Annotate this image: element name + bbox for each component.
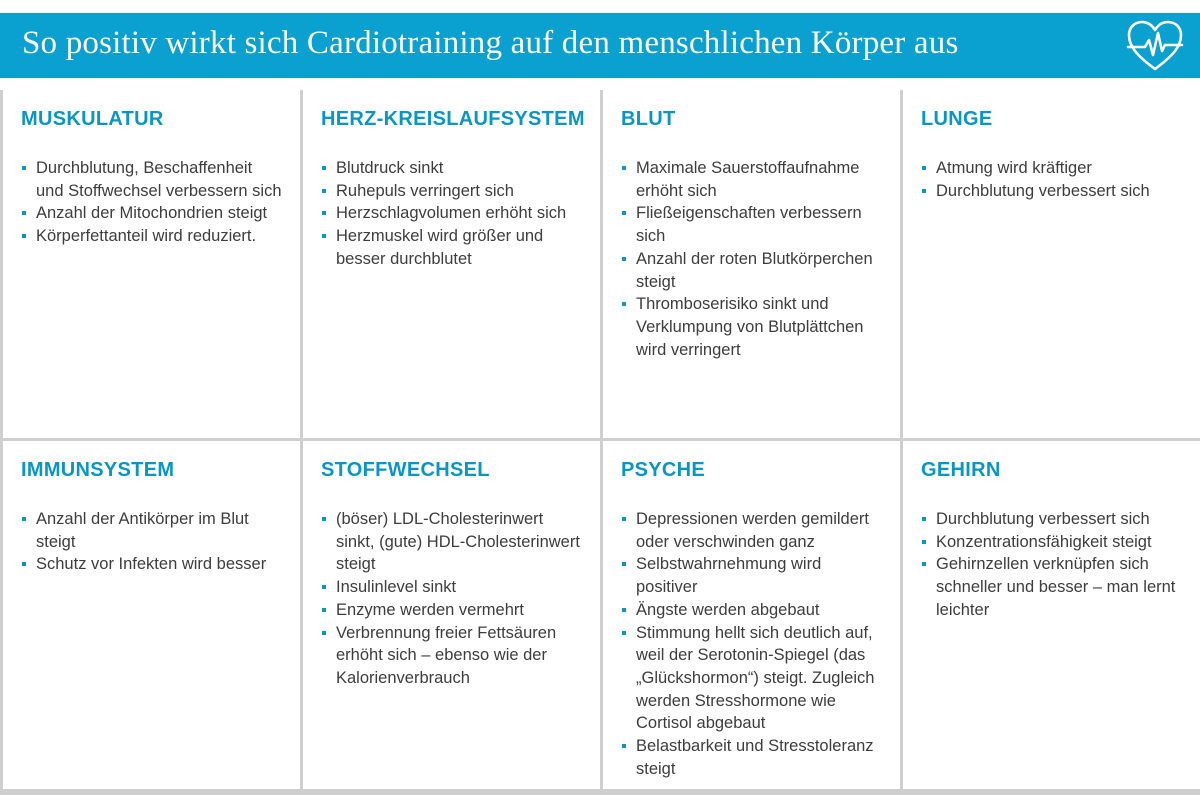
benefit-item: Anzahl der roten Blutkörperchen steigt	[621, 248, 884, 293]
benefit-item: Schutz vor Infekten wird besser	[21, 553, 284, 576]
benefit-item: Konzentrationsfähigkeit steigt	[921, 531, 1184, 554]
benefit-item: Maximale Sauerstoffaufnahme erhöht sich	[621, 157, 884, 202]
benefit-item: Stimmung hellt sich deutlich auf, weil der Serotonin-Spiegel (das „Glückshormon“) steigt. Zugleich werden Stresshormone wie Cortisol abgebaut	[621, 622, 884, 736]
category-title: HERZ-KREISLAUFSYSTEM	[321, 108, 585, 130]
category-title: STOFFWECHSEL	[321, 459, 490, 481]
title-banner	[0, 13, 1200, 78]
benefit-item: Blutdruck sinkt	[321, 157, 584, 180]
benefit-list	[921, 508, 1184, 622]
benefit-item: Herzmuskel wird größer und besser durchblutet	[321, 225, 584, 270]
page-title: So positiv wirkt sich Cardiotraining auf den menschlichen Körper aus	[22, 25, 959, 61]
category-title: BLUT	[621, 108, 676, 130]
benefit-item: Durchblutung verbessert sich	[921, 508, 1184, 531]
benefit-list	[921, 157, 1184, 202]
category-title: LUNGE	[921, 108, 993, 130]
bottom-divider	[0, 792, 1200, 795]
benefit-item: Atmung wird kräftiger	[921, 157, 1184, 180]
benefit-item: Ängste werden abgebaut	[621, 599, 884, 622]
category-card	[903, 441, 1200, 789]
benefit-item: Depressionen werden gemildert oder verschwinden ganz	[621, 508, 884, 553]
benefit-item: Thromboserisiko sinkt und Verklumpung von Blutplättchen wird verringert	[621, 293, 884, 361]
benefit-item: Herzschlagvolumen erhöht sich	[321, 202, 584, 225]
category-title: IMMUNSYSTEM	[21, 459, 175, 481]
benefit-item: Anzahl der Antikörper im Blut steigt	[21, 508, 284, 553]
category-card	[3, 441, 300, 789]
category-grid	[0, 90, 1200, 792]
benefit-item: Anzahl der Mitochondrien steigt	[21, 202, 284, 225]
category-card	[303, 90, 600, 438]
category-title: PSYCHE	[621, 459, 706, 481]
benefit-item: Selbstwahrnehmung wird positiver	[621, 553, 884, 598]
category-title: GEHIRN	[921, 459, 1001, 481]
benefit-item: Durchblutung verbessert sich	[921, 180, 1184, 203]
category-card	[3, 90, 300, 438]
benefit-list	[21, 508, 284, 576]
category-title: MUSKULATUR	[21, 108, 164, 130]
benefit-item: Insulinlevel sinkt	[321, 576, 584, 599]
benefit-item: Enzyme werden vermehrt	[321, 599, 584, 622]
benefit-item: (böser) LDL-Cholesterinwert sinkt, (gute) HDL-Cholesterinwert steigt	[321, 508, 584, 576]
benefit-item: Verbrennung freier Fettsäuren erhöht sich – ebenso wie der Kalorienverbrauch	[321, 622, 584, 690]
category-card	[603, 90, 900, 438]
benefit-item: Körperfettanteil wird reduziert.	[21, 225, 284, 248]
benefit-list	[21, 157, 284, 248]
benefit-item: Ruhepuls verringert sich	[321, 180, 584, 203]
category-card	[603, 441, 900, 789]
benefit-item: Belastbarkeit und Stresstoleranz steigt	[621, 735, 884, 780]
benefit-item: Fließeigenschaften verbessern sich	[621, 202, 884, 247]
benefit-item: Gehirnzellen verknüpfen sich schneller und besser – man lernt leichter	[921, 553, 1184, 621]
benefit-list	[321, 508, 584, 690]
benefit-list	[621, 157, 884, 361]
heart-pulse-icon	[1126, 19, 1184, 73]
benefit-list	[621, 508, 884, 780]
benefit-item: Durchblutung, Beschaffenheit und Stoffwechsel verbessern sich	[21, 157, 284, 202]
benefit-list	[321, 157, 584, 271]
category-card	[903, 90, 1200, 438]
category-card	[303, 441, 600, 789]
